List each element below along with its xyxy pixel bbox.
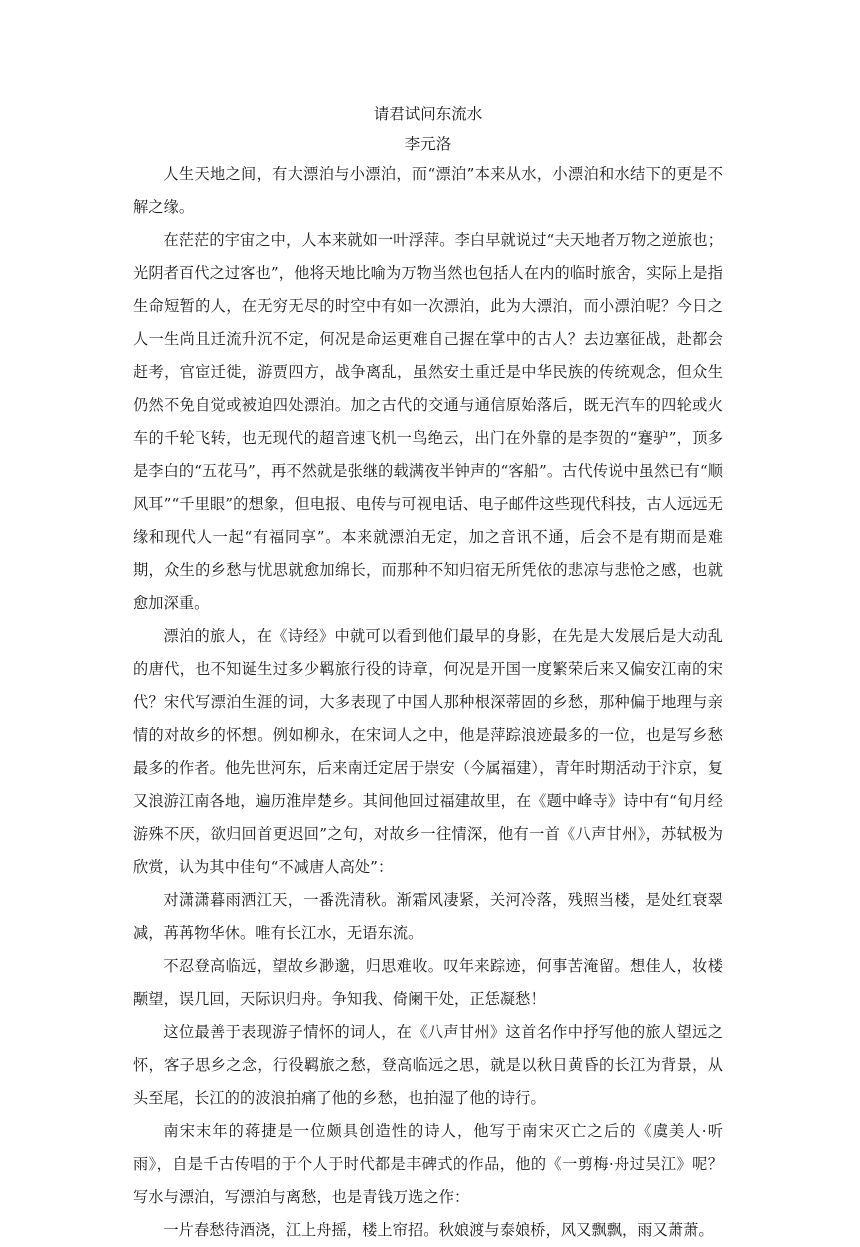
poem-stanza: 不忍登高临远，望故乡渺邈，归思难收。叹年来踪迹，何事苦淹留。想佳人，妆楼颙望，误几回，天际识归舟。争知我、倚阑干处，正恁凝愁！ bbox=[133, 957, 723, 1008]
paragraph: 在茫茫的宇宙之中，人本来就如一叶浮萍。李白早就说过“夫天地者万物之逆旅也；光阴者百代之过客也”，他将天地比喻为万物当然也包括人在内的临时旅舍，实际上是指生命短暂的人，在无穷无尽的时空中有如一次漂泊，此为大漂泊，而小漂泊呢？今日之人一生尚且迁流升沉不定，何况是命运更难自己握在掌中的古人？去边塞征战，赴都会赶考，官宦迁徙，游贾四方，战争离乱，虽然安土重迁是中华民族的传统观念，但众生仍然不免自觉或被迫四处漂泊。加之古代的交通与通信原始落后，既无汽车的四轮或火车的千轮飞转，也无现代的超音速飞机一鸟绝云，出门在外靠的是李贺的“蹇驴”，顶多是李白的“五花马”，再不然就是张继的载满夜半钟声的“客船”。古代传说中虽然已有“顺风耳”“千里眼”的想象，但电报、电传与可视电话、电子邮件这些现代科技，古人远远无缘和现代人一起“有福同享”。本来就漂泊无定，加之音讯不通，后会不是有期而是难期，众生的乡愁与忧思就愈加绵长，而那种不知归宿无所凭依的悲凉与悲怆之感，也就愈加深重。 bbox=[133, 231, 723, 612]
paragraph: 这位最善于表现游子情怀的词人，在《八声甘州》这首名作中抒写他的旅人望远之怀，客子思乡之念，行役羁旅之愁，登高临远之思，就是以秋日黄昏的长江为背景，从头至尾，长江的的波浪拍痛了他的乡愁，也拍湿了他的诗行。 bbox=[133, 1023, 723, 1107]
document-page bbox=[133, 100, 723, 1247]
paragraph: 南宋末年的蒋捷是一位颇具创造性的诗人，他写于南宋灭亡之后的《虞美人·听雨》，自是千古传唱的于个人于时代都是丰碑式的作品，他的《一剪梅·舟过吴江》呢？写水与漂泊，写漂泊与离愁，也是青钱万选之作： bbox=[133, 1122, 723, 1206]
paragraph: 人生天地之间，有大漂泊与小漂泊，而“漂泊”本来从水，小漂泊和水结下的更是不解之缘。 bbox=[133, 165, 723, 216]
poem-stanza: 对潇潇暮雨洒江天，一番洗清秋。渐霜风凄紧，关河冷落，残照当楼，是处红衰翠减，苒苒物华休。唯有长江水，无语东流。 bbox=[133, 891, 723, 942]
poem-stanza: 一片春愁待酒浇，江上舟摇，楼上帘招。秋娘渡与泰娘桥，风又飘飘，雨又萧萧。 bbox=[163, 1221, 714, 1239]
document-author: 李元洛 bbox=[404, 135, 452, 153]
document-title: 请君试问东流水 bbox=[373, 105, 483, 123]
paragraph: 漂泊的旅人，在《诗经》中就可以看到他们最早的身影，在先是大发展后是大动乱的唐代，也不知诞生过多少羁旅行役的诗章，何况是开国一度繁荣后来又偏安江南的宋代？宋代写漂泊生涯的词，大多表现了中国人那种根深蒂固的乡愁，那种偏于地理与亲情的对故乡的怀想。例如柳永，在宋词人之中，他是萍踪浪迹最多的一位，也是写乡愁最多的作者。他先世河东，后来南迁定居于崇安（今属福建），青年时期活动于汴京，复又浪游江南各地，遍历淮岸楚乡。其间他回过福建故里，在《题中峰寺》诗中有“旬月经游殊不厌，欲归回首更迟回”之句，对故乡一往情深，他有一首《八声甘州》，苏轼极为欣赏，认为其中佳句“不减唐人高处”： bbox=[133, 627, 723, 876]
